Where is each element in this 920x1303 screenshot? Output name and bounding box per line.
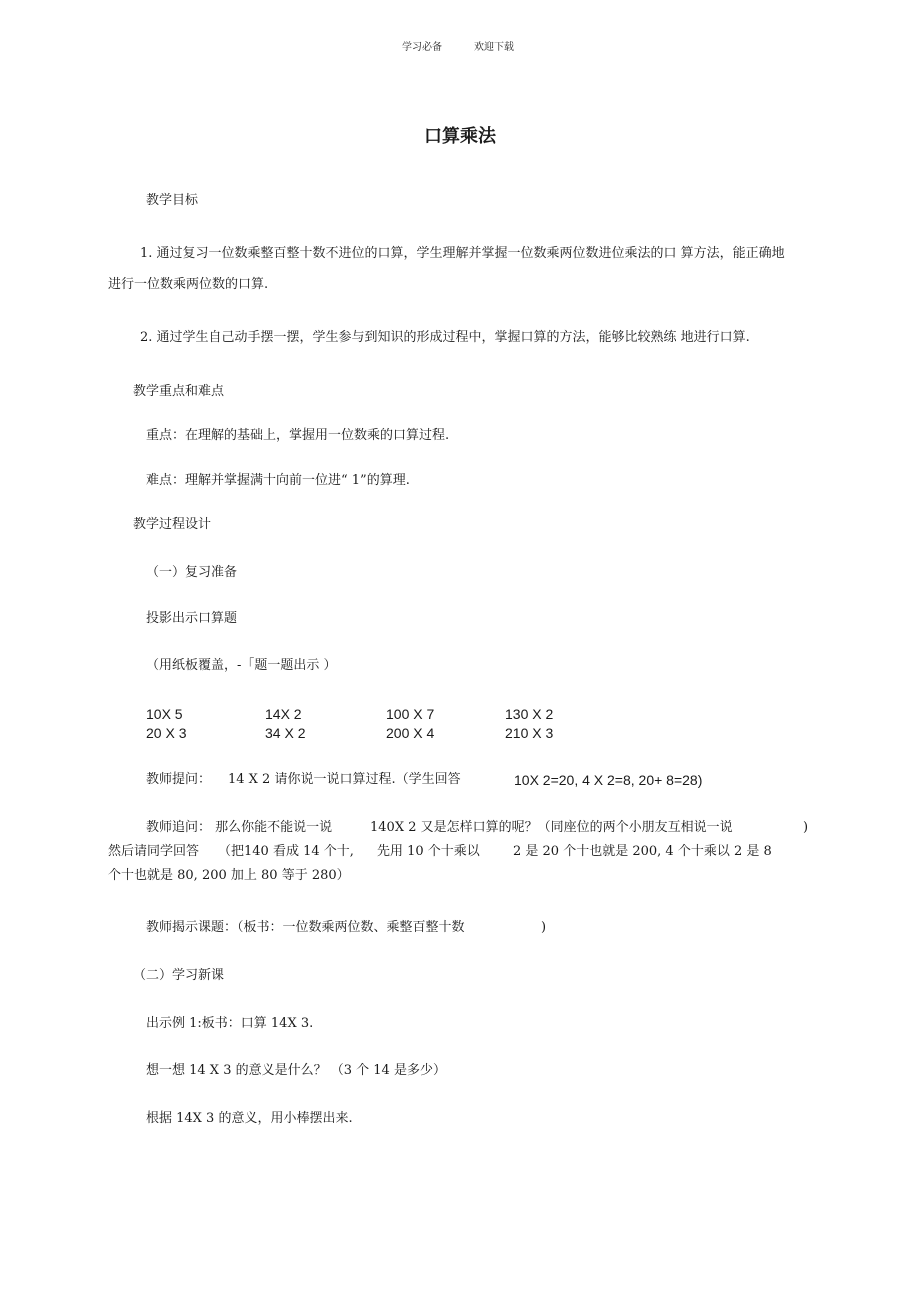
page-title: 口算乘法: [424, 126, 496, 147]
section-1-heading: （一）复习准备: [146, 565, 238, 580]
topic-reveal-close: ): [541, 920, 547, 935]
problem-cell: 34 X 2: [265, 725, 306, 741]
header-left: 学习必备: [402, 42, 442, 53]
objective-1-line-1: 1. 通过复习一位数乘整百整十数不进位的口算，学生理解并掌握一位数乘两位数进位乘法的口 算方法，能正确地: [140, 246, 785, 261]
topic-reveal: 教师揭示课题：（板书：一位数乘两位数、乘整百整十数: [146, 920, 465, 935]
key-points-heading: 教学重点和难点: [133, 384, 225, 399]
header-right: 欢迎下载: [474, 42, 514, 53]
example-1: 出示例 1:板书：口算 14X 3.: [146, 1016, 314, 1031]
problem-cell: 200 X 4: [386, 725, 435, 741]
teacher-question-label: 教师提问：: [146, 772, 212, 787]
follow-up-label: 教师追问： 那么你能不能说一说: [146, 820, 333, 835]
follow-up-line-2b: （把140 看成 14 个十,: [218, 844, 354, 859]
follow-up-line-2d: 2 是 20 个十也就是 200, 4 个十乘以 2 是 8: [513, 844, 772, 859]
follow-up-line-3: 个十也就是 80, 200 加上 80 等于 280）: [108, 868, 350, 883]
think-prompt: 想一想 14 X 3 的意义是什么？ （3 个 14 是多少）: [146, 1063, 446, 1078]
difficulty-point: 难点：理解并掌握满十向前一位进“ 1”的算理.: [146, 473, 410, 488]
teacher-question-answer: 10X 2=20, 4 X 2=8, 20+ 8=28): [514, 772, 703, 788]
process-heading: 教学过程设计: [133, 517, 212, 532]
problem-cell: 210 X 3: [505, 725, 554, 741]
problem-cell: 10X 5: [146, 706, 183, 722]
follow-up-line-2c: 先用 10 个十乘以: [377, 844, 480, 859]
follow-up-close: ): [803, 820, 809, 835]
section-2-heading: （二）学习新课: [133, 968, 225, 983]
problem-cell: 100 X 7: [386, 706, 435, 722]
teacher-question-text: 14 X 2 请你说一说口算过程.（学生回答: [228, 772, 461, 787]
objective-2: 2. 通过学生自己动手摆一摆，学生参与到知识的形成过程中，掌握口算的方法，能够比较熟练 地进行口算.: [140, 330, 750, 345]
problem-cell: 130 X 2: [505, 706, 554, 722]
stick-activity: 根据 14X 3 的意义，用小棒摆出来.: [146, 1111, 353, 1126]
follow-up-line-2a: 然后请同学回答: [108, 844, 200, 859]
problem-cell: 20 X 3: [146, 725, 187, 741]
problem-cell: 14X 2: [265, 706, 302, 722]
objective-1-line-2: 进行一位数乘两位数的口算.: [108, 277, 269, 292]
cover-note: （用纸板覆盖，-「题一题出示 ）: [146, 658, 337, 673]
follow-up-text: 140X 2 又是怎样口算的呢？（同座位的两个小朋友互相说一说: [370, 820, 733, 835]
objectives-heading: 教学目标: [146, 193, 199, 208]
focus-point: 重点：在理解的基础上，掌握用一位数乘的口算过程.: [146, 428, 450, 443]
projection-note: 投影出示口算题: [146, 611, 238, 626]
